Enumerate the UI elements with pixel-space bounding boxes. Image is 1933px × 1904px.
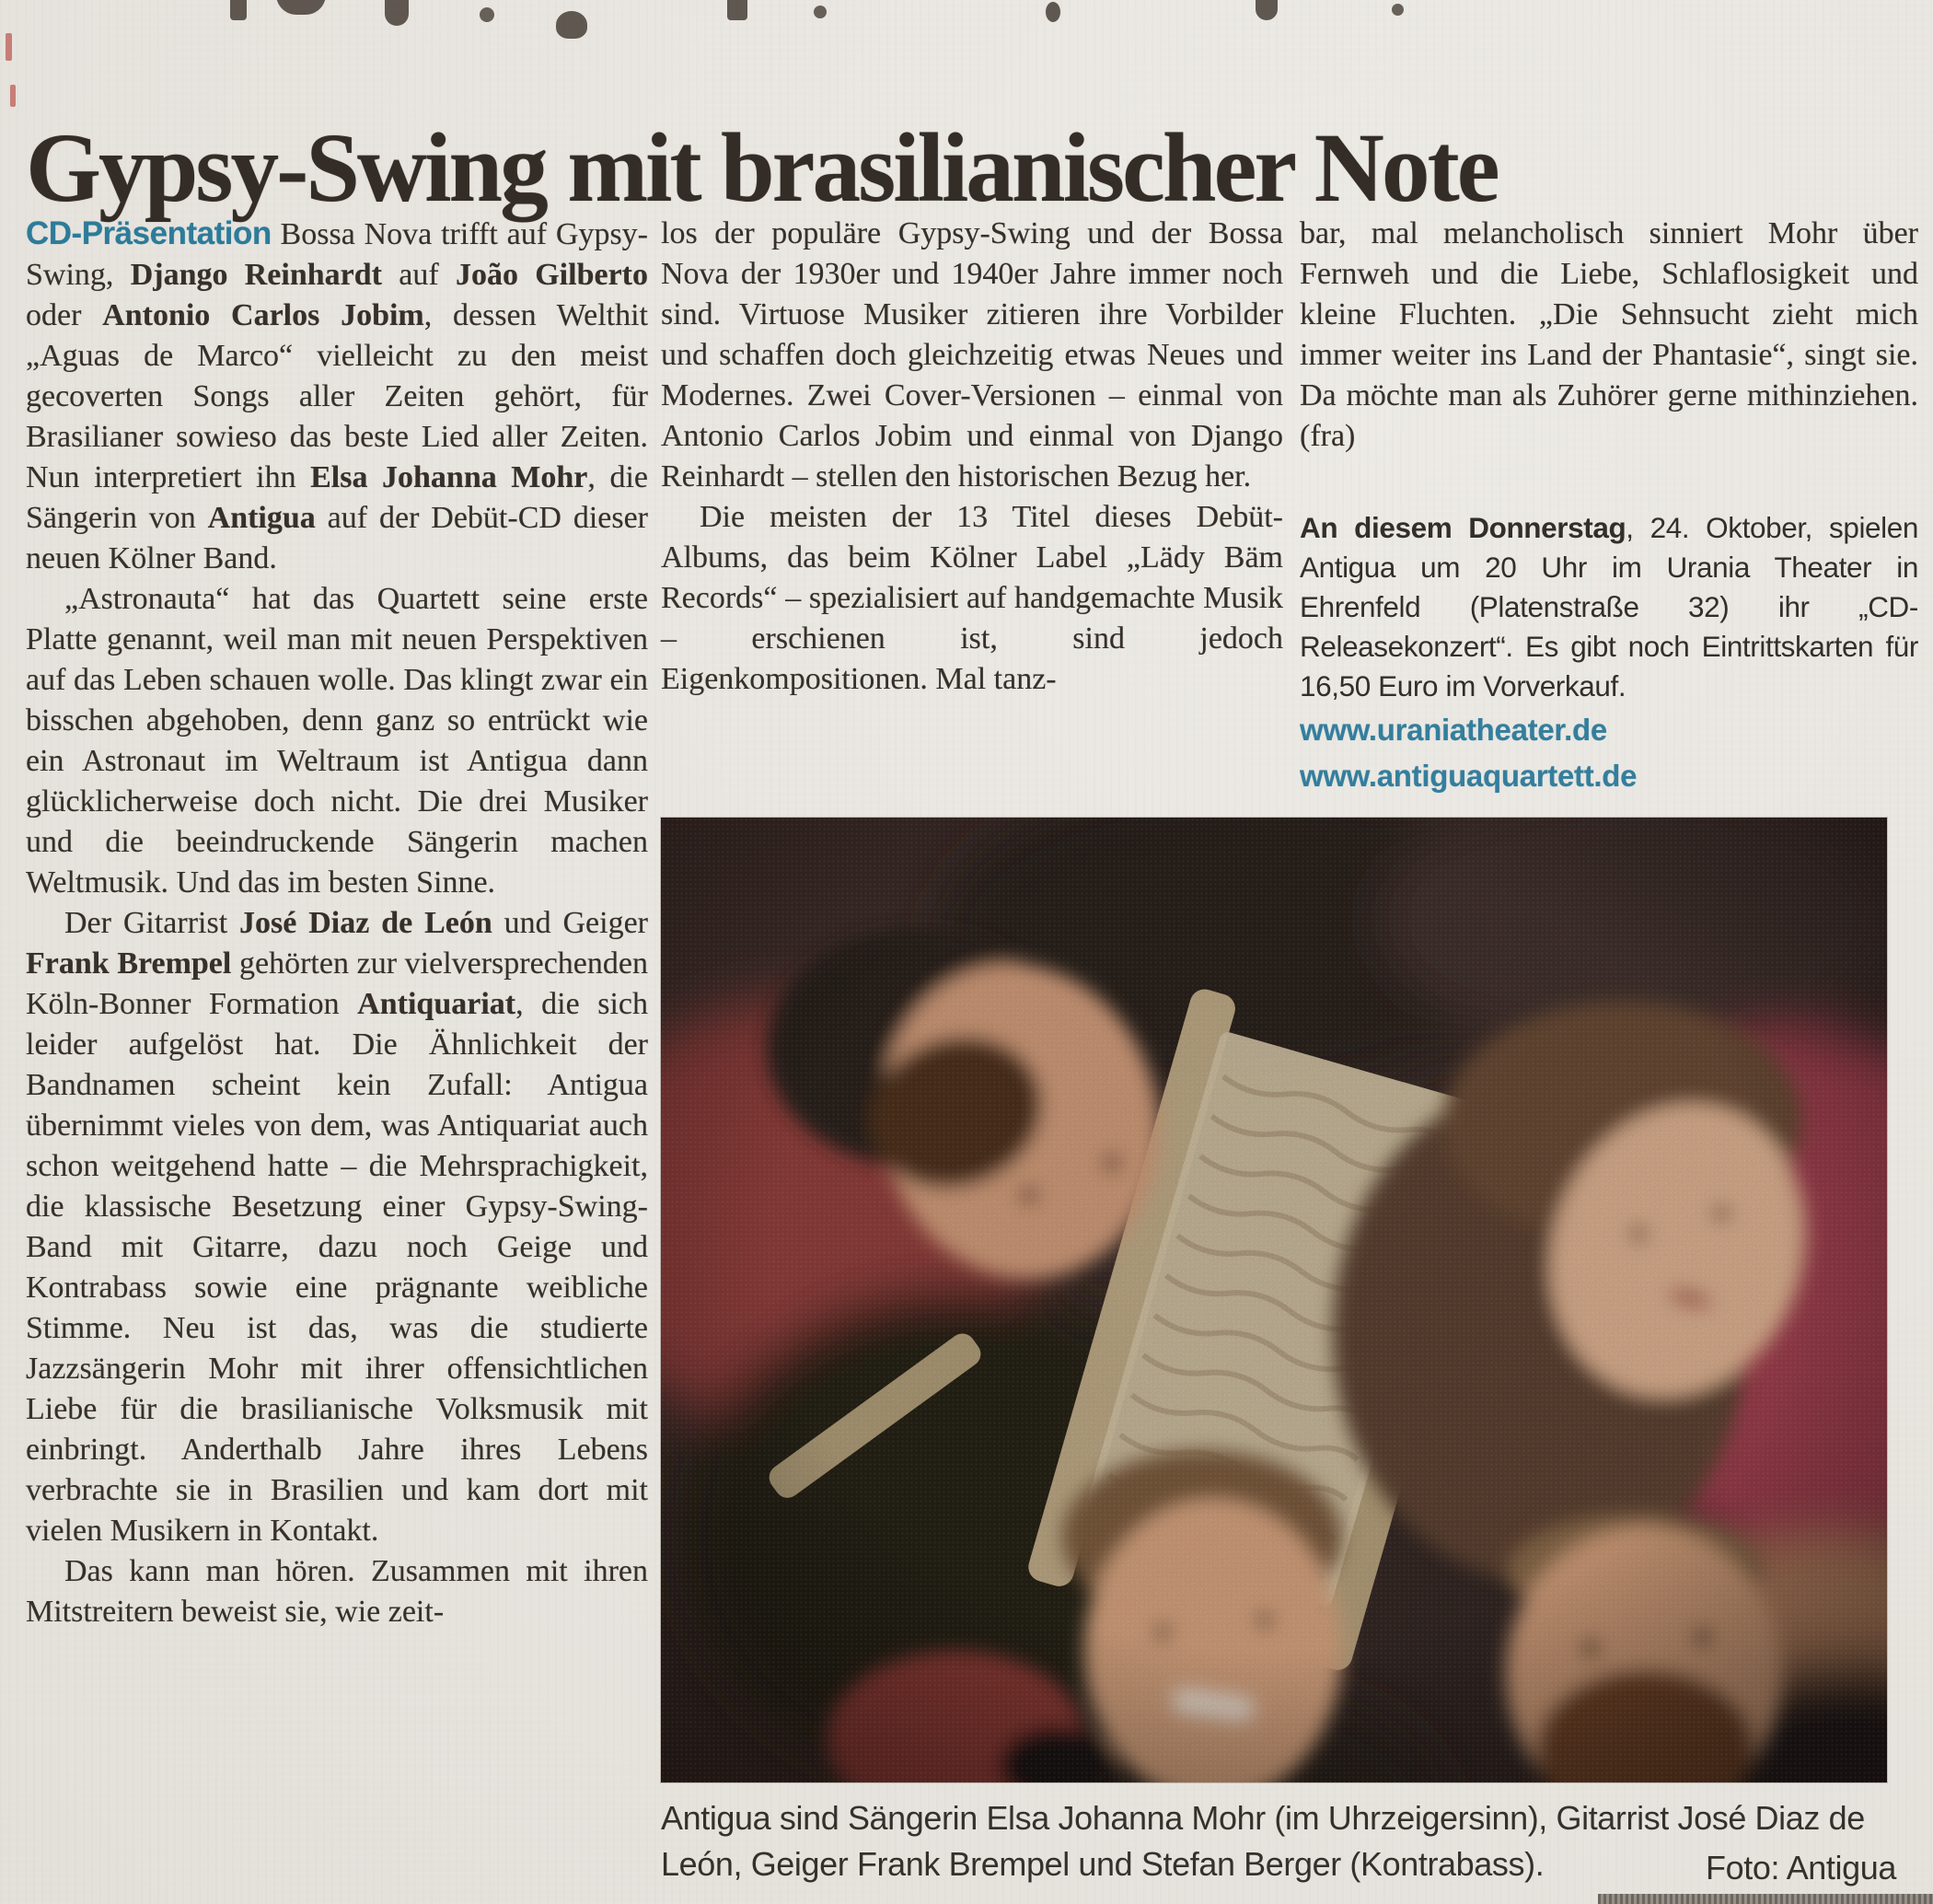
text-run: und Geiger	[492, 906, 648, 940]
text-run: Bossa Nova trifft auf Gypsy-Swing,	[26, 217, 648, 292]
text-run: auf der Debüt-CD dieser neuen Kölner Band.	[26, 501, 648, 575]
page-edge-artifact	[6, 33, 12, 61]
paragraph-astronauta	[26, 579, 648, 903]
text-run: , dessen Welthit „Aguas de Marco“ vielleicht zu den meist gecoverten Songs aller Zeiten gehört, für Brasilianer sowieso das beste Lied aller Zeiten. Nun interpretiert ihn	[26, 298, 649, 494]
article-headline: Gypsy-Swing mit brasilianischer Note	[26, 113, 1498, 223]
page-edge-artifact	[10, 85, 16, 107]
text-run: , 24. Oktober, spielen Antigua um 20 Uhr im Urania Theater in Ehrenfeld (Platenstraße 32) ihr „CD-Releasekonzert“. Es gibt noch Eintrittskarten für 16,50 Euro im Vorverkauf.	[1300, 511, 1918, 702]
page-edge-artifact	[814, 6, 827, 18]
page-edge-artifact	[276, 0, 326, 15]
photo-credit: Foto: Antigua	[1706, 1849, 1896, 1887]
paragraph-concert-info	[1300, 508, 1918, 706]
paragraph-continuation	[661, 214, 1283, 497]
paragraph-hoeren	[26, 1551, 648, 1632]
text-run: auf	[381, 258, 456, 292]
page-edge-artifact	[1392, 4, 1404, 16]
article-column-1	[26, 214, 648, 1632]
page-edge-artifact	[230, 0, 247, 20]
text-run: gehörten zur vielversprechenden Köln-Bonner Formation	[26, 946, 648, 1021]
text-run: los der populäre Gypsy-Swing und der Bossa Nova der 1930er und 1940er Jahre immer noch sind. Virtuose Musiker zitieren ihre Vorbilder und schaffen doch gleichzeitig etwas Neues und Modernes. Zwei Cover-Versionen – einmal von Antonio Carlos Jobim und einmal von Django Reinhardt – stellen den historischen Bezug her.	[661, 216, 1283, 493]
paragraph-sehnsucht	[1300, 214, 1918, 457]
lead-paragraph	[26, 214, 648, 579]
link-antiguaquartett[interactable]: www.antiguaquartett.de	[1300, 759, 1638, 793]
page-edge-artifact	[480, 7, 494, 22]
band-photo-illustration	[661, 818, 1887, 1782]
text-run: , die sich leider aufgelöst hat. Die Ähnlichkeit der Bandnamen scheint kein Zufall: Antigua übernimmt vieles von dem, was Antiquariat auch schon weitgehend hatte – die Mehrsprachigkeit, die klassische Besetzung einer Gypsy-Swing-Band mit Gitarre, dazu noch Geige und Kontrabass sowie eine prägnante weibliche Stimme. Neu ist das, was die studierte Jazzsängerin Mohr mit ihrer offensichtlichen Liebe für die brasilianische Volksmusik mit einbringt. Anderthalb Jahre ihres Lebens verbrachte sie in Brasilien und kam dort mit vielen Musikern in Kontakt.	[26, 987, 648, 1548]
text-run: Das kann man hören. Zusammen mit ihren Mitstreitern beweist sie, wie zeit-	[26, 1554, 648, 1629]
name-elsa-johanna-mohr: Elsa Johanna Mohr	[310, 460, 588, 494]
page-edge-artifact	[1256, 0, 1278, 20]
text-run: „Astronauta“ hat das Quartett seine erste Platte genannt, weil man mit neuen Perspektiven auf das Leben schauen wolle. Das klingt zwar ein bisschen abgehoben, denn ganz so entrückt wie ein Astronaut im Weltraum ist Antigua dann glücklicherweise doch nicht. Die drei Musiker und die beeindruckende Sängerin machen Weltmusik. Und das im besten Sinne.	[26, 582, 648, 900]
page-edge-artifact	[727, 0, 747, 20]
photo-caption	[661, 1795, 1896, 1891]
page-edge-artifact	[556, 11, 587, 39]
paragraph-band-history	[26, 903, 648, 1551]
name-frank-brempel: Frank Brempel	[26, 946, 232, 981]
text-run: oder	[26, 298, 103, 332]
link-uraniatheater[interactable]: www.uraniatheater.de	[1300, 713, 1607, 747]
page-edge-artifact	[1598, 1894, 1933, 1904]
article-column-2	[661, 214, 1283, 700]
band-photo	[661, 818, 1887, 1782]
page-edge-artifact	[385, 0, 409, 26]
name-django-reinhardt: Django Reinhardt	[130, 258, 382, 292]
kicker-label: CD-Präsentation	[26, 215, 272, 251]
article-column-3	[1300, 214, 1918, 798]
name-antonio-carlos-jobim: Antonio Carlos Jobim	[102, 298, 424, 332]
link-line-antigua	[1300, 754, 1918, 798]
text-run: Die meisten der 13 Titel dieses Debüt-Albums, das beim Kölner Label „Lädy Bäm Records“ – spezialisiert auf handgemachte Musik – erschienen ist, sind jedoch Eigenkompositionen. Mal tanz-	[661, 500, 1283, 696]
photo-caption-text: Antigua sind Sängerin Elsa Johanna Mohr (im Uhrzeigersinn), Gitarrist José Diaz de León, Geiger Frank Brempel und Stefan Berger (Kontrabass).	[661, 1799, 1865, 1883]
text-run: bar, mal melancholisch sinniert Mohr über Fernweh und die Liebe, Schlaflosigkeit und kleine Fluchten. „Die Sehnsucht zieht mich immer weiter ins Land der Phantasie“, singt sie. Da möchte man als Zuhörer gerne mithinziehen. (fra)	[1300, 216, 1918, 453]
link-line-urania	[1300, 708, 1918, 752]
paragraph-album	[661, 497, 1283, 700]
text-run: Der Gitarrist	[64, 906, 240, 940]
concert-date-lead: An diesem Donnerstag	[1300, 511, 1626, 544]
name-joao-gilberto: João Gilberto	[455, 258, 648, 292]
name-antigua: Antigua	[207, 501, 316, 535]
page-edge-artifact	[1046, 2, 1060, 22]
text-run: , die Sängerin von	[26, 460, 648, 535]
name-jose-diaz-de-leon: José Diaz de León	[239, 906, 492, 940]
name-antiquariat: Antiquariat	[357, 987, 516, 1021]
